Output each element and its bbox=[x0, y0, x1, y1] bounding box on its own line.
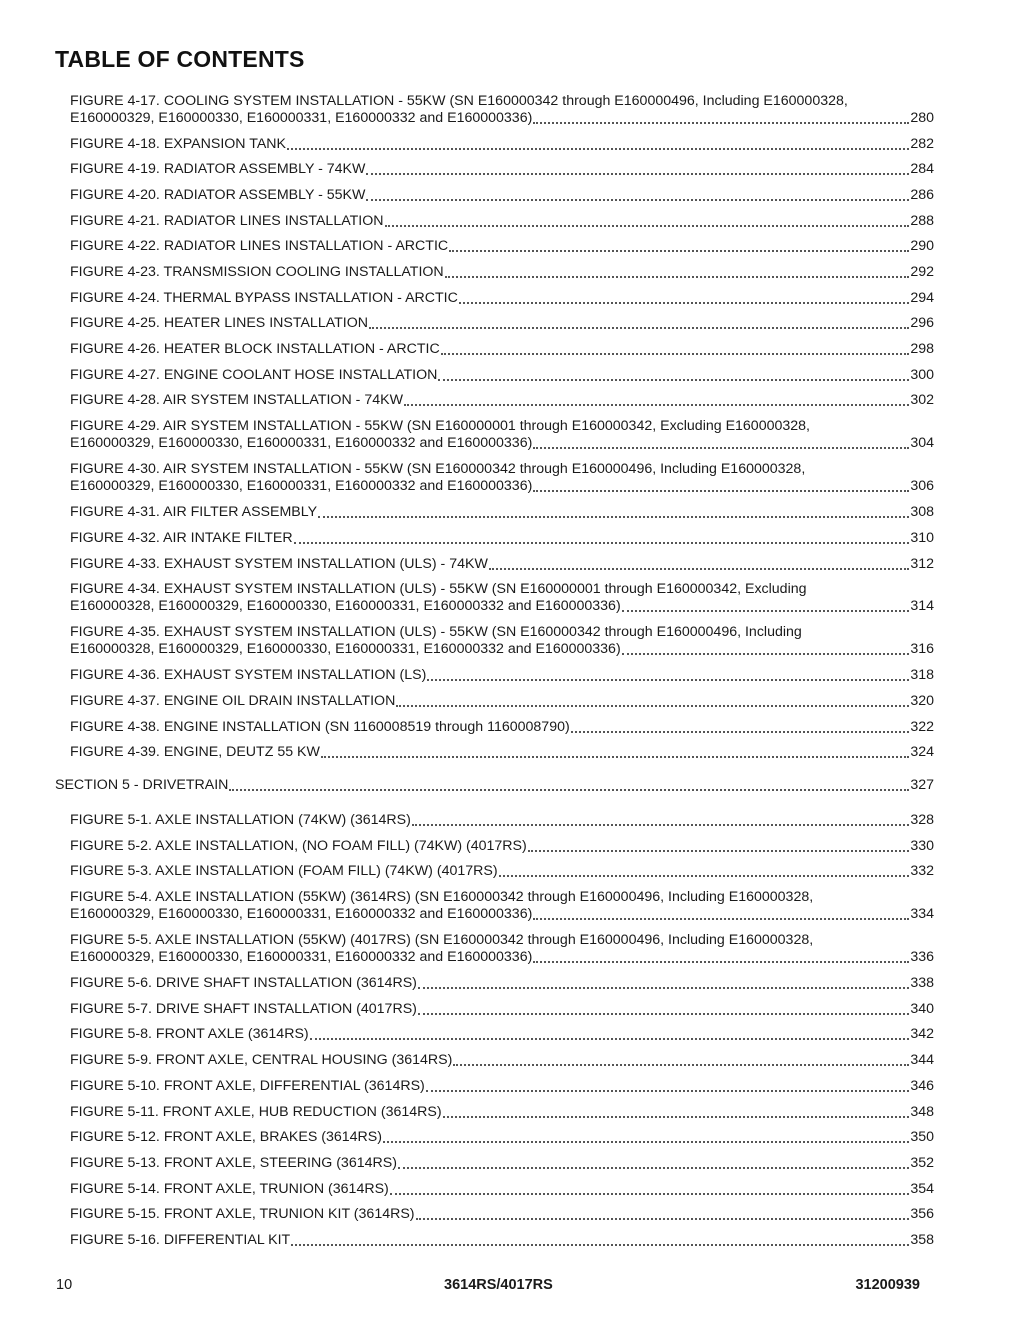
toc-entry[interactable] bbox=[70, 187, 934, 204]
toc-entry-title-line: FIGURE 4-30. AIR SYSTEM INSTALLATION - 55KW (SN E160000342 through E160000496, Including E160000328, bbox=[70, 461, 806, 477]
toc-entry-page-number: 318 bbox=[910, 667, 934, 683]
toc-entry-title: FIGURE 5-6. DRIVE SHAFT INSTALLATION (3614RS) bbox=[70, 975, 417, 991]
toc-entry-row bbox=[70, 435, 934, 452]
toc-entry-row bbox=[70, 1181, 934, 1198]
toc-entry-page-number: 336 bbox=[910, 949, 934, 965]
toc-entry-row bbox=[70, 1026, 934, 1043]
toc-entry[interactable] bbox=[70, 238, 934, 255]
toc-entry[interactable] bbox=[70, 744, 934, 761]
toc-entry[interactable] bbox=[70, 581, 934, 615]
dot-leader bbox=[416, 1216, 910, 1220]
toc-entry[interactable] bbox=[70, 341, 934, 358]
toc-entry-row bbox=[70, 341, 934, 358]
toc-entry[interactable] bbox=[70, 556, 934, 573]
toc-entry-row bbox=[70, 264, 934, 281]
toc-entry-title: FIGURE 5-8. FRONT AXLE (3614RS) bbox=[70, 1026, 309, 1042]
toc-entry-title: FIGURE 5-14. FRONT AXLE, TRUNION (3614RS) bbox=[70, 1181, 389, 1197]
toc-entry-title: FIGURE 4-20. RADIATOR ASSEMBLY - 55KW bbox=[70, 187, 366, 203]
toc-entry[interactable] bbox=[70, 315, 934, 332]
toc-entry-row bbox=[70, 478, 934, 495]
toc-entry[interactable] bbox=[70, 461, 934, 495]
toc-entry-page-number: 358 bbox=[910, 1232, 934, 1248]
dot-leader bbox=[622, 651, 910, 655]
toc-entry-row bbox=[70, 1104, 934, 1121]
toc-entry-page-number: 327 bbox=[910, 777, 934, 793]
dot-leader bbox=[404, 402, 909, 406]
toc-entry[interactable] bbox=[70, 213, 934, 230]
toc-entry-title: FIGURE 4-31. AIR FILTER ASSEMBLY bbox=[70, 504, 318, 520]
toc-entry-page-number: 328 bbox=[910, 812, 934, 828]
toc-entry-title: FIGURE 5-11. FRONT AXLE, HUB REDUCTION (3614RS) bbox=[70, 1104, 442, 1120]
dot-leader bbox=[412, 822, 909, 826]
toc-entry-row bbox=[70, 744, 934, 761]
toc-entry[interactable] bbox=[70, 1181, 934, 1198]
toc-entry-row bbox=[70, 392, 934, 409]
dot-leader bbox=[291, 1242, 909, 1246]
toc-entry-row bbox=[70, 110, 934, 127]
toc-entry-row bbox=[70, 530, 934, 547]
toc-entry[interactable] bbox=[70, 863, 934, 880]
toc-entry-page-number: 322 bbox=[910, 719, 934, 735]
toc-entry[interactable] bbox=[70, 93, 934, 127]
dot-leader bbox=[321, 754, 909, 758]
toc-entry-row bbox=[70, 1155, 934, 1172]
toc-entry-page-number: 308 bbox=[910, 504, 934, 520]
toc-entry-title: FIGURE 4-19. RADIATOR ASSEMBLY - 74KW bbox=[70, 161, 366, 177]
dot-leader bbox=[310, 1036, 910, 1040]
toc-entry-title: FIGURE 4-39. ENGINE, DEUTZ 55 KW bbox=[70, 744, 320, 760]
dot-leader bbox=[383, 1139, 909, 1143]
toc-entry[interactable] bbox=[70, 667, 934, 684]
toc-entry-page-number: 302 bbox=[910, 392, 934, 408]
toc-entry-row bbox=[70, 1129, 934, 1146]
dot-leader bbox=[229, 787, 909, 791]
toc-entry-page-number: 290 bbox=[910, 238, 934, 254]
dot-leader bbox=[294, 540, 910, 544]
toc-entry-title: FIGURE 5-12. FRONT AXLE, BRAKES (3614RS) bbox=[70, 1129, 382, 1145]
toc-entry-row bbox=[70, 598, 934, 615]
dot-leader bbox=[445, 274, 910, 278]
toc-entry-row bbox=[70, 367, 934, 384]
toc-entry-title-line: FIGURE 5-4. AXLE INSTALLATION (55KW) (3614RS) (SN E160000342 through E160000496, Including E160000328, bbox=[70, 889, 814, 905]
toc-entry-title: E160000328, E160000329, E160000330, E160000331, E160000332 and E160000336) bbox=[70, 641, 621, 657]
toc-entry-row bbox=[70, 161, 934, 178]
toc-entry-row bbox=[70, 1206, 934, 1223]
toc-entry-row bbox=[70, 1232, 934, 1249]
dot-leader bbox=[396, 703, 909, 707]
toc-entry-title: FIGURE 4-36. EXHAUST SYSTEM INSTALLATION (LS) bbox=[70, 667, 427, 683]
toc-entry[interactable] bbox=[70, 889, 934, 923]
toc-entry-page-number: 340 bbox=[910, 1001, 934, 1017]
footer-page-number: 10 bbox=[56, 1277, 73, 1293]
toc-entry-title: FIGURE 4-18. EXPANSION TANK bbox=[70, 136, 287, 152]
toc-entry-title: FIGURE 4-26. HEATER BLOCK INSTALLATION - ARCTIC bbox=[70, 341, 440, 357]
toc-entry-page-number: 346 bbox=[910, 1078, 934, 1094]
toc-entry-page-number: 284 bbox=[910, 161, 934, 177]
dot-leader bbox=[533, 916, 909, 920]
toc-entry-row bbox=[70, 1052, 934, 1069]
toc-entry-title: FIGURE 5-3. AXLE INSTALLATION (FOAM FILL) (74KW) (4017RS) bbox=[70, 863, 498, 879]
toc-entry-page-number: 280 bbox=[910, 110, 934, 126]
toc-entry-title: E160000329, E160000330, E160000331, E160000332 and E160000336) bbox=[70, 949, 533, 965]
dot-leader bbox=[453, 1062, 909, 1066]
toc-entry-title: FIGURE 5-1. AXLE INSTALLATION (74KW) (3614RS) bbox=[70, 812, 411, 828]
dot-leader bbox=[449, 248, 909, 252]
toc-entry-row bbox=[70, 136, 934, 153]
toc-entry-title: FIGURE 4-22. RADIATOR LINES INSTALLATION - ARCTIC bbox=[70, 238, 449, 254]
toc-entry-page-number: 300 bbox=[910, 367, 934, 383]
toc-entry-title: SECTION 5 - DRIVETRAIN bbox=[55, 777, 229, 793]
dot-leader bbox=[533, 120, 909, 124]
toc-entry-row bbox=[70, 315, 934, 332]
toc-entry[interactable] bbox=[70, 812, 934, 829]
dot-leader bbox=[426, 1088, 910, 1092]
toc-entry-row bbox=[70, 213, 934, 230]
toc-entry-title: FIGURE 5-10. FRONT AXLE, DIFFERENTIAL (3614RS) bbox=[70, 1078, 425, 1094]
dot-leader bbox=[366, 197, 909, 201]
toc-entry-page-number: 332 bbox=[910, 863, 934, 879]
toc-entry-page-number: 296 bbox=[910, 315, 934, 331]
toc-entry[interactable] bbox=[70, 1078, 934, 1095]
toc-entry-page-number: 298 bbox=[910, 341, 934, 357]
toc-entry[interactable] bbox=[70, 264, 934, 281]
toc-entry[interactable] bbox=[70, 530, 934, 547]
dot-leader bbox=[438, 377, 909, 381]
toc-entry[interactable] bbox=[70, 504, 934, 521]
toc-entry[interactable] bbox=[70, 1052, 934, 1069]
dot-leader bbox=[390, 1191, 910, 1195]
toc-entry-title: E160000328, E160000329, E160000330, E160000331, E160000332 and E160000336) bbox=[70, 598, 621, 614]
toc-entry-page-number: 352 bbox=[910, 1155, 934, 1171]
toc-entry[interactable] bbox=[70, 693, 934, 710]
dot-leader bbox=[427, 677, 909, 681]
toc-entry-title: FIGURE 4-21. RADIATOR LINES INSTALLATION bbox=[70, 213, 384, 229]
toc-entry-row bbox=[70, 556, 934, 573]
dot-leader bbox=[459, 300, 909, 304]
toc-entry-page-number: 316 bbox=[910, 641, 934, 657]
dot-leader bbox=[528, 848, 910, 852]
toc-entry-page-number: 286 bbox=[910, 187, 934, 203]
toc-entry-page-number: 342 bbox=[910, 1026, 934, 1042]
dot-leader bbox=[369, 325, 909, 329]
toc-entry[interactable] bbox=[70, 1104, 934, 1121]
toc-entry-page-number: 330 bbox=[910, 838, 934, 854]
toc-entry[interactable] bbox=[70, 932, 934, 966]
toc-entry-title-line: FIGURE 5-5. AXLE INSTALLATION (55KW) (4017RS) (SN E160000342 through E160000496, Including E160000328, bbox=[70, 932, 814, 948]
toc-entry-title: FIGURE 5-13. FRONT AXLE, STEERING (3614RS) bbox=[70, 1155, 397, 1171]
page-title: TABLE OF CONTENTS bbox=[55, 46, 305, 72]
toc-entry[interactable] bbox=[70, 1155, 934, 1172]
toc-entry-title: FIGURE 4-23. TRANSMISSION COOLING INSTALLATION bbox=[70, 264, 444, 280]
toc-entry-row bbox=[70, 975, 934, 992]
toc-entry[interactable] bbox=[70, 418, 934, 452]
toc-entry-title: FIGURE 5-9. FRONT AXLE, CENTRAL HOUSING (3614RS) bbox=[70, 1052, 453, 1068]
toc-entry[interactable] bbox=[70, 838, 934, 855]
toc-entry-title: FIGURE 5-16. DIFFERENTIAL KIT bbox=[70, 1232, 291, 1248]
toc-entry-title: E160000329, E160000330, E160000331, E160000332 and E160000336) bbox=[70, 478, 533, 494]
toc-entry-title: FIGURE 4-38. ENGINE INSTALLATION (SN 1160008519 through 1160008790) bbox=[70, 719, 570, 735]
toc-entry-row bbox=[70, 238, 934, 255]
toc-entry[interactable] bbox=[70, 1001, 934, 1018]
toc-entry[interactable] bbox=[70, 1129, 934, 1146]
toc-entry-page-number: 320 bbox=[910, 693, 934, 709]
toc-entry-page-number: 282 bbox=[910, 136, 934, 152]
toc-entry-row bbox=[70, 949, 934, 966]
toc-entry[interactable] bbox=[70, 624, 934, 658]
toc-entry-title: FIGURE 5-7. DRIVE SHAFT INSTALLATION (4017RS) bbox=[70, 1001, 417, 1017]
toc-entry[interactable] bbox=[70, 161, 934, 178]
toc-entry-title: E160000329, E160000330, E160000331, E160000332 and E160000336) bbox=[70, 110, 533, 126]
toc-entry-page-number: 312 bbox=[910, 556, 934, 572]
toc-entry-title-line: FIGURE 4-35. EXHAUST SYSTEM INSTALLATION (ULS) - 55KW (SN E160000342 through E160000496, Including bbox=[70, 624, 802, 640]
toc-entry-title: E160000329, E160000330, E160000331, E160000332 and E160000336) bbox=[70, 906, 533, 922]
toc-entry-row bbox=[70, 641, 934, 658]
dot-leader bbox=[499, 873, 910, 877]
toc-entry-page-number: 350 bbox=[910, 1129, 934, 1145]
toc-entry-title: FIGURE 4-37. ENGINE OIL DRAIN INSTALLATION bbox=[70, 693, 396, 709]
toc-entry[interactable] bbox=[70, 290, 934, 307]
toc-entry-page-number: 310 bbox=[910, 530, 934, 546]
dot-leader bbox=[418, 985, 909, 989]
dot-leader bbox=[418, 1011, 909, 1015]
toc-entry-page-number: 356 bbox=[910, 1206, 934, 1222]
toc-entry-page-number: 344 bbox=[910, 1052, 934, 1068]
toc-entry-title-line: FIGURE 4-29. AIR SYSTEM INSTALLATION - 55KW (SN E160000001 through E160000342, Excluding E160000328, bbox=[70, 418, 810, 434]
toc-entry-page-number: 348 bbox=[910, 1104, 934, 1120]
dot-leader bbox=[443, 1114, 910, 1118]
dot-leader bbox=[287, 146, 909, 150]
toc-entry[interactable] bbox=[70, 392, 934, 409]
toc-entry-page-number: 304 bbox=[910, 435, 934, 451]
dot-leader bbox=[622, 608, 910, 612]
toc-entry-row bbox=[70, 719, 934, 736]
toc-entry[interactable] bbox=[70, 1232, 934, 1249]
toc-entry[interactable] bbox=[70, 136, 934, 153]
toc-entry-row bbox=[55, 777, 934, 794]
toc-entry-row bbox=[70, 290, 934, 307]
toc-entry-title: FIGURE 4-32. AIR INTAKE FILTER bbox=[70, 530, 293, 546]
dot-leader bbox=[398, 1165, 909, 1169]
toc-entry[interactable] bbox=[70, 1026, 934, 1043]
toc-entry-row bbox=[70, 906, 934, 923]
footer-model: 3614RS/4017RS bbox=[444, 1277, 553, 1293]
toc-entry-page-number: 294 bbox=[910, 290, 934, 306]
dot-leader bbox=[441, 351, 910, 355]
dot-leader bbox=[318, 514, 909, 518]
toc-entry-title: FIGURE 4-33. EXHAUST SYSTEM INSTALLATION (ULS) - 74KW bbox=[70, 556, 488, 572]
toc-entry-row bbox=[70, 863, 934, 880]
toc-entry-title: E160000329, E160000330, E160000331, E160000332 and E160000336) bbox=[70, 435, 533, 451]
toc-entry-row bbox=[70, 1078, 934, 1095]
dot-leader bbox=[533, 445, 909, 449]
toc-entry[interactable] bbox=[70, 1206, 934, 1223]
toc-entry-row bbox=[70, 693, 934, 710]
toc-entry-row bbox=[70, 187, 934, 204]
toc-entry-page-number: 306 bbox=[910, 478, 934, 494]
toc-entry-title: FIGURE 4-24. THERMAL BYPASS INSTALLATION - ARCTIC bbox=[70, 290, 458, 306]
toc-entry-title: FIGURE 4-25. HEATER LINES INSTALLATION bbox=[70, 315, 369, 331]
toc-entry-page-number: 292 bbox=[910, 264, 934, 280]
dot-leader bbox=[571, 729, 910, 733]
page-footer bbox=[56, 1277, 920, 1297]
dot-leader bbox=[385, 223, 910, 227]
dot-leader bbox=[366, 171, 909, 175]
toc-entry-page-number: 324 bbox=[910, 744, 934, 760]
toc-entry-page-number: 338 bbox=[910, 975, 934, 991]
dot-leader bbox=[533, 959, 909, 963]
toc-entry-title-line: FIGURE 4-34. EXHAUST SYSTEM INSTALLATION (ULS) - 55KW (SN E160000001 through E160000342, Excluding bbox=[70, 581, 807, 597]
toc-section-entry[interactable] bbox=[55, 777, 934, 794]
toc-entry-title-line: FIGURE 4-17. COOLING SYSTEM INSTALLATION - 55KW (SN E160000342 through E160000496, Including E160000328, bbox=[70, 93, 848, 109]
dot-leader bbox=[489, 566, 909, 570]
toc-entry-row bbox=[70, 667, 934, 684]
toc-entry-row bbox=[70, 504, 934, 521]
toc-entry-title: FIGURE 5-15. FRONT AXLE, TRUNION KIT (3614RS) bbox=[70, 1206, 415, 1222]
toc-entry-row bbox=[70, 838, 934, 855]
toc-entry-title: FIGURE 4-27. ENGINE COOLANT HOSE INSTALLATION bbox=[70, 367, 438, 383]
toc-entry-page-number: 354 bbox=[910, 1181, 934, 1197]
dot-leader bbox=[533, 488, 909, 492]
toc-entry-row bbox=[70, 1001, 934, 1018]
toc-entry-page-number: 334 bbox=[910, 906, 934, 922]
toc-entry-page-number: 288 bbox=[910, 213, 934, 229]
toc-entry-page-number: 314 bbox=[910, 598, 934, 614]
toc-entry[interactable] bbox=[70, 367, 934, 384]
footer-document-number: 31200939 bbox=[855, 1277, 920, 1293]
toc-entry-title: FIGURE 4-28. AIR SYSTEM INSTALLATION - 74KW bbox=[70, 392, 403, 408]
toc-entry-row bbox=[70, 812, 934, 829]
toc-entry[interactable] bbox=[70, 975, 934, 992]
toc-entry[interactable] bbox=[70, 719, 934, 736]
toc-entry-title: FIGURE 5-2. AXLE INSTALLATION, (NO FOAM FILL) (74KW) (4017RS) bbox=[70, 838, 527, 854]
